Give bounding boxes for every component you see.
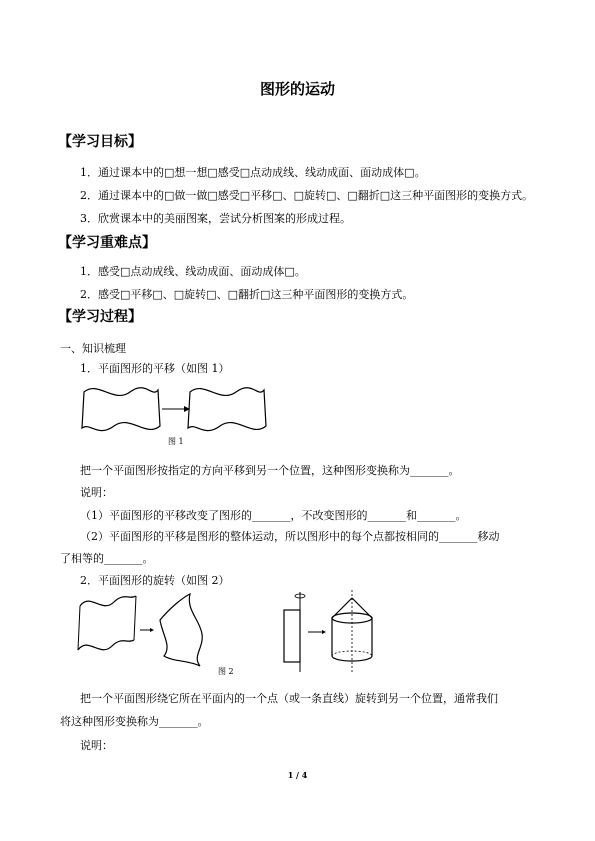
figure-2-rotation (74, 590, 394, 675)
keypoints-heading: 【学习重难点】 (58, 235, 156, 251)
objective-item-1: 1．通过课本中的□想一想□感受□点动成线、线动成面、面动成体□。 (80, 166, 426, 179)
process-heading: 【学习过程】 (58, 309, 142, 325)
translation-note-2: （2）平面图形的平移是图形的整体运动，所以图形中的每个点都按相同的_______移动 (80, 530, 500, 543)
page-title: 图形的运动 (259, 80, 335, 98)
keypoint-item-1: 1．感受□点动成线、线动成面、面动成体□。 (80, 265, 306, 278)
figure-1-label: 图 1 (168, 437, 184, 446)
translation-heading: 1．平面图形的平移（如图 1） (80, 362, 230, 375)
translation-note-label: 说明： (80, 486, 113, 499)
rotation-definition-cont: 将这种图形变换称为_______。 (60, 715, 209, 728)
objective-item-3: 3．欣赏课本中的美丽图案，尝试分析图案的形成过程。 (80, 212, 351, 225)
translation-note-1: （1）平面图形的平移改变了图形的_______，不改变图形的_______和_______。 (80, 509, 467, 522)
figure-2-label: 图 2 (218, 667, 234, 676)
objectives-heading: 【学习目标】 (58, 134, 142, 150)
translation-definition: 把一个平面图形按指定的方向平移到另一个位置，这种图形变换称为_______。 (80, 464, 460, 477)
rotation-heading: 2．平面图形的旋转（如图 2） (80, 574, 230, 587)
knowledge-review-label: 一、知识梳理 (60, 342, 126, 355)
page-number: 1 / 4 (287, 770, 308, 780)
translation-note-2-cont: 了相等的_______。 (60, 552, 154, 565)
rotation-definition: 把一个平面图形绕它所在平面内的一个点（或一条直线）旋转到另一个位置，通常我们 (80, 692, 498, 705)
keypoint-item-2: 2．感受□平移□、□旋转□、□翻折□这三种平面图形的变换方式。 (80, 288, 414, 301)
rotation-note-label: 说明： (80, 739, 113, 752)
objective-item-2: 2．通过课本中的□做一做□感受□平移□、□旋转□、□翻折□这三种平面图形的变换方式。 (80, 189, 534, 202)
